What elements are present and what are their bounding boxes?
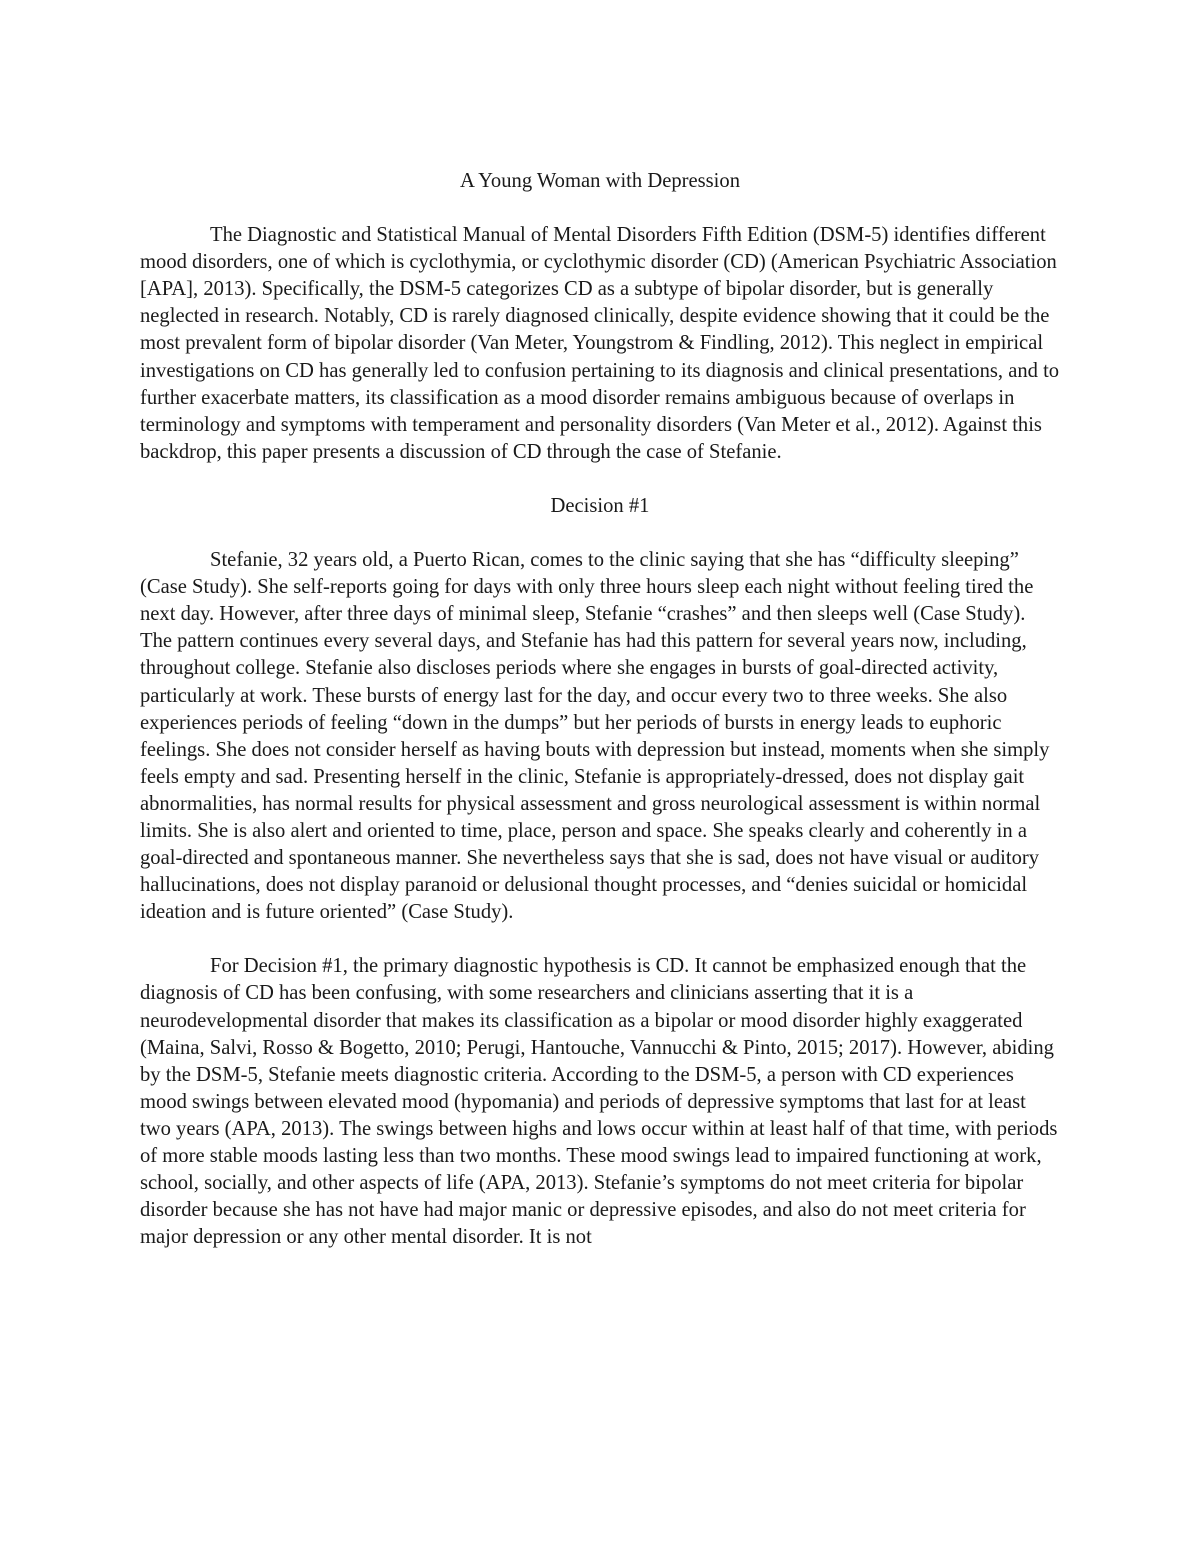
body-paragraph-1: Stefanie, 32 years old, a Puerto Rican, comes to the clinic saying that she has “difficulty sleeping” (Case Study). She self-reports going for days with only three hours sleep each night without feeling tired the next day. However, after three days of minimal sleep, Stefanie “crashes” and then sleeps well (Case Study). The pattern continues every several days, and Stefanie has had this pattern for several years now, including, throughout college. Stefanie also discloses periods where she engages in bursts of goal-directed activity, particularly at work. These bursts of energy last for the day, and occur every two to three weeks. She also experiences periods of feeling “down in the dumps” but her periods of bursts in energy leads to euphoric feelings. She does not consider herself as having bouts with depression but instead, moments when she simply feels empty and sad. Presenting herself in the clinic, Stefanie is appropriately-dressed, does not display gait abnormalities, has normal results for physical assessment and gross neurological assessment is within normal limits. She is also alert and oriented to time, place, person and space. She speaks clearly and coherently in a goal-directed and spontaneous manner. She nevertheless says that she is sad, does not have visual or auditory hallucinations, does not display paranoid or delusional thought processes, and “denies suicidal or homicidal ideation and is future oriented” (Case Study). <box>140 549 1050 924</box>
document-title: A Young Woman with Depression <box>460 170 740 192</box>
section-heading: Decision #1 <box>550 494 650 517</box>
document-body <box>140 168 1060 1251</box>
intro-paragraph: The Diagnostic and Statistical Manual of Mental Disorders Fifth Edition (DSM-5) identifies different mood disorders, one of which is cyclothymia, or cyclothymic disorder (CD) (American Psychiatric Association [APA], 2013). Specifically, the DSM-5 categorizes CD as a subtype of bipolar disorder, but is generally neglected in research. Notably, CD is rarely diagnosed clinically, despite evidence showing that it could be the most prevalent form of bipolar disorder (Van Meter, Youngstrom & Findling, 2012). This neglect in empirical investigations on CD has generally led to confusion pertaining to its diagnosis and clinical presentations, and to further exacerbate matters, its classification as a mood disorder remains ambiguous because of overlaps in terminology and symptoms with temperament and personality disorders (Van Meter et al., 2012). Against this backdrop, this paper presents a discussion of CD through the case of Stefanie. <box>140 224 1060 463</box>
body-paragraph-2: For Decision #1, the primary diagnostic hypothesis is CD. It cannot be emphasized enough that the diagnosis of CD has been confusing, with some researchers and clinicians asserting that it is a neurodevelopmental disorder that makes its classification as a bipolar or mood disorder highly exaggerated (Maina, Salvi, Rosso & Bogetto, 2010; Perugi, Hantouche, Vannucchi & Pinto, 2015; 2017). However, abiding by the DSM-5, Stefanie meets diagnostic criteria. According to the DSM-5, a person with CD experiences mood swings between elevated mood (hypomania) and periods of depressive symptoms that last for at least two years (APA, 2013). The swings between highs and lows occur within at least half of that time, with periods of more stable moods lasting less than two months. These mood swings lead to impaired functioning at work, school, socially, and other aspects of life (APA, 2013). Stefanie’s symptoms do not meet criteria for bipolar disorder because she has not have had major manic or depressive episodes, and also do not meet criteria for major depression or any other mental disorder. It is not <box>140 955 1058 1249</box>
